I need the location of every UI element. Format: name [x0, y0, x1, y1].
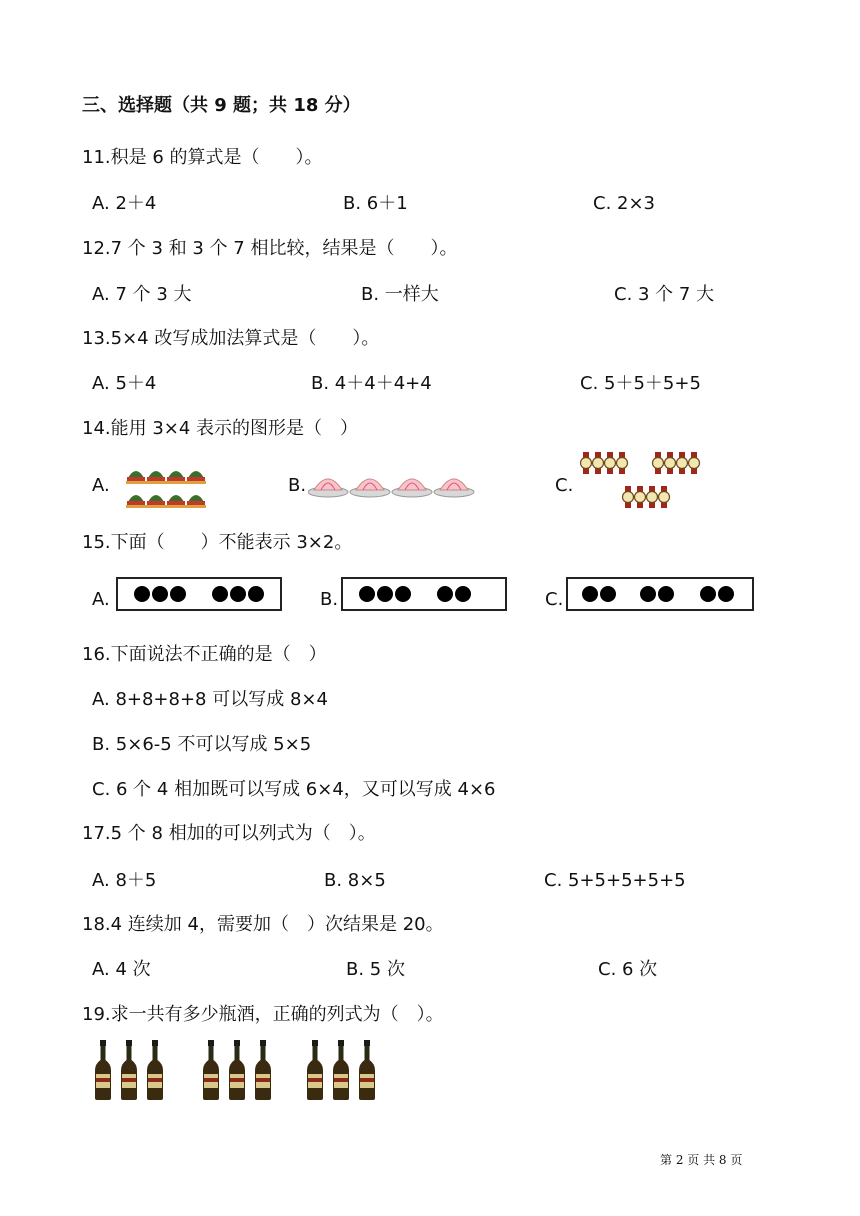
q12-option-a[interactable]: A. 7 个 3 大	[92, 284, 192, 305]
q11-option-a[interactable]: A. 2＋4	[92, 193, 157, 214]
q13-option-b[interactable]: B. 4＋4＋4+4	[311, 373, 432, 394]
dot	[134, 586, 150, 602]
dot	[658, 586, 674, 602]
q18-option-c[interactable]: C. 6 次	[598, 959, 658, 980]
dot	[248, 586, 264, 602]
q14-watches-image	[580, 452, 714, 518]
q15-option-b-label[interactable]: B.	[320, 589, 339, 610]
dot	[170, 586, 186, 602]
question-13-stem: 13.5×4 改写成加法算式是（ ）。	[82, 328, 380, 349]
q15-option-c-label[interactable]: C.	[545, 589, 564, 610]
question-16-stem: 16.下面说法不正确的是（ ）	[82, 644, 327, 665]
dot	[437, 586, 453, 602]
q18-option-b[interactable]: B. 5 次	[346, 959, 405, 980]
q15-option-a-label[interactable]: A.	[92, 589, 110, 610]
q17-option-a[interactable]: A. 8＋5	[92, 870, 157, 891]
q14-buns-image	[308, 470, 476, 500]
q19-wine-bottles-image	[94, 1040, 384, 1102]
question-12-stem: 12.7 个 3 和 3 个 7 相比较，结果是（ ）。	[82, 238, 458, 259]
dot	[377, 586, 393, 602]
q14-option-c-label[interactable]: C.	[555, 475, 574, 496]
dot	[718, 586, 734, 602]
q18-option-a[interactable]: A. 4 次	[92, 959, 151, 980]
page-footer: 第 2 页 共 8 页	[660, 1153, 743, 1167]
q16-option-a[interactable]: A. 8+8+8+8 可以写成 8×4	[92, 689, 328, 710]
question-14-stem: 14.能用 3×4 表示的图形是（ ）	[82, 418, 359, 439]
dot	[152, 586, 168, 602]
q16-option-b[interactable]: B. 5×6-5 不可以写成 5×5	[92, 734, 312, 755]
q17-option-c[interactable]: C. 5+5+5+5+5	[544, 870, 686, 891]
q13-option-c[interactable]: C. 5＋5＋5+5	[580, 373, 701, 394]
dot	[212, 586, 228, 602]
q15-dots-box-c	[566, 577, 754, 611]
q14-option-b-label[interactable]: B.	[288, 475, 307, 496]
dot	[359, 586, 375, 602]
q13-option-a[interactable]: A. 5＋4	[92, 373, 157, 394]
question-11-stem: 11.积是 6 的算式是（ ）。	[82, 147, 323, 168]
dot	[582, 586, 598, 602]
question-19-stem: 19.求一共有多少瓶酒，正确的列式为（ ）。	[82, 1004, 444, 1025]
section-title: 三、选择题（共 9 题；共 18 分）	[82, 95, 361, 116]
q15-dots-box-a	[116, 577, 282, 611]
q11-option-b[interactable]: B. 6＋1	[343, 193, 408, 214]
q17-option-b[interactable]: B. 8×5	[324, 870, 386, 891]
question-15-stem: 15.下面（ ）不能表示 3×2。	[82, 532, 353, 553]
q14-cakes-image	[126, 460, 216, 512]
dot	[600, 586, 616, 602]
dot	[700, 586, 716, 602]
dot	[395, 586, 411, 602]
dot	[455, 586, 471, 602]
dot	[230, 586, 246, 602]
q14-option-a-label[interactable]: A.	[92, 475, 110, 496]
q12-option-c[interactable]: C. 3 个 7 大	[614, 284, 715, 305]
q12-option-b[interactable]: B. 一样大	[361, 284, 439, 305]
question-18-stem: 18.4 连续加 4，需要加（ ）次结果是 20。	[82, 914, 444, 935]
dot	[640, 586, 656, 602]
question-17-stem: 17.5 个 8 相加的可以列式为（ ）。	[82, 823, 376, 844]
q15-dots-box-b	[341, 577, 507, 611]
q11-option-c[interactable]: C. 2×3	[593, 193, 655, 214]
q16-option-c[interactable]: C. 6 个 4 相加既可以写成 6×4，又可以写成 4×6	[92, 779, 496, 800]
